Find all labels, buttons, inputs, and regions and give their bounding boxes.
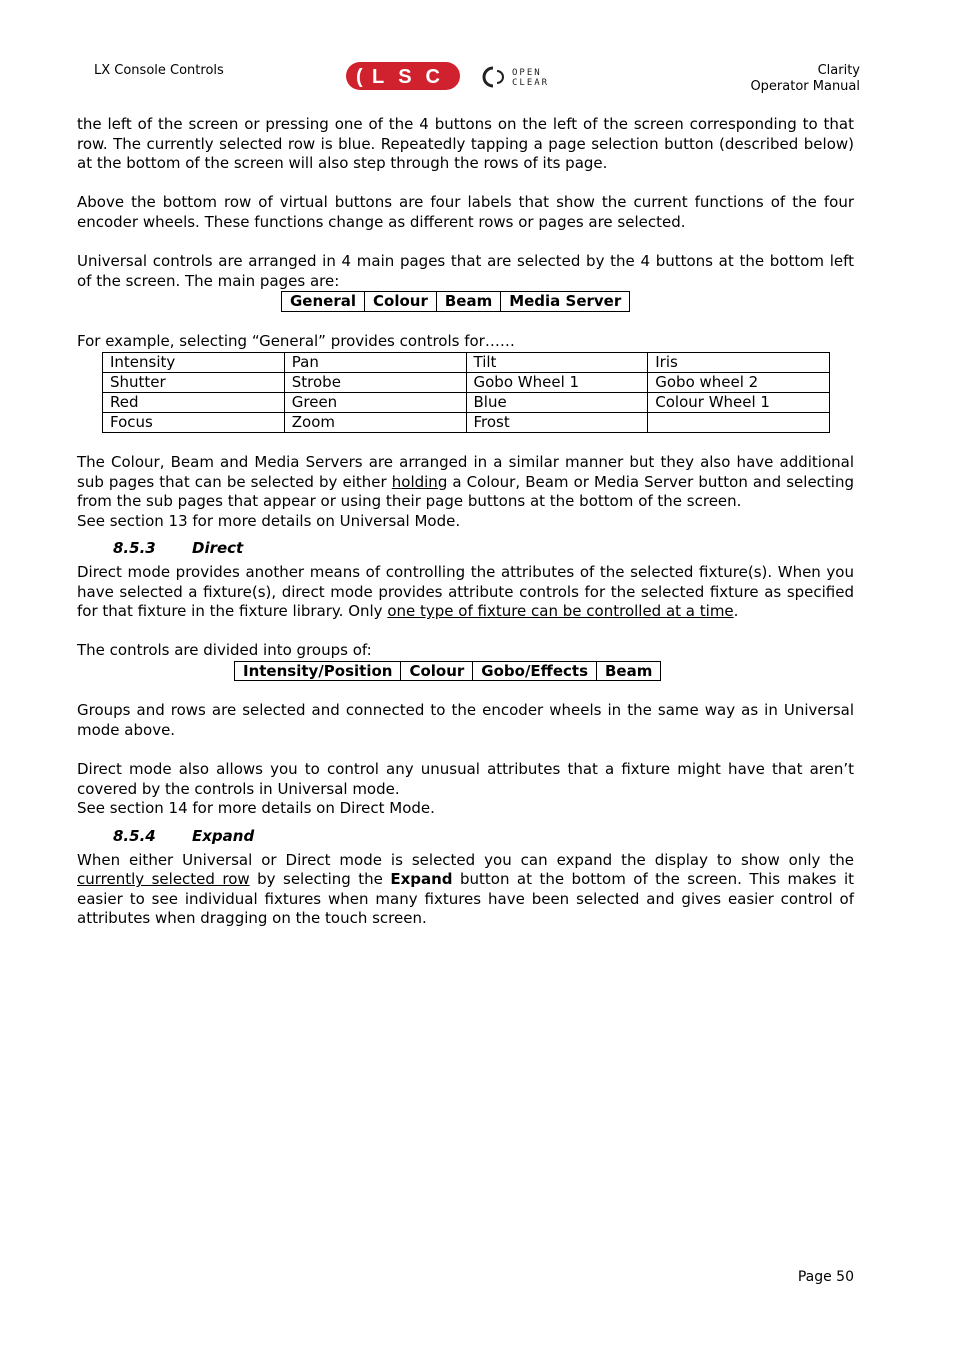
header-right-text <box>750 63 860 95</box>
table-cell: Shutter <box>103 372 285 392</box>
table-row <box>103 392 830 412</box>
general-controls-table <box>102 352 830 434</box>
main-page-cell: General <box>282 292 365 312</box>
svg-text:(: ( <box>356 66 363 88</box>
table-cell: Frost <box>466 413 648 433</box>
table-cell: Pan <box>284 352 466 372</box>
paragraph: Direct mode provides another means of controlling the attributes of the selected fixture(s). When you have selected a fixture(s), direct mode provides attribute controls for the selected fixture as specified for that fixture in the fixture library. Only one type of fixture can be controlled at a time. <box>77 562 854 621</box>
svg-text:CLEAR: CLEAR <box>512 78 550 88</box>
main-page-cell: Media Server <box>501 292 630 312</box>
main-pages-table <box>281 291 630 312</box>
paragraph: For example, selecting “General” provides controls for…… <box>77 331 515 350</box>
table-cell: Zoom <box>284 413 466 433</box>
paragraph: When either Universal or Direct mode is selected you can expand the display to show only the currently selected row by selecting the Expand button at the bottom of the screen. This makes it easier to see individual fixtures when many fixtures have been selected and gives easier control of attributes when dragging on the touch screen. <box>77 850 854 928</box>
table-cell: Red <box>103 392 285 412</box>
paragraph: Above the bottom row of virtual buttons are four labels that show the current functions of the four encoder wheels. These functions change as different rows or pages are selected. <box>77 193 854 231</box>
paragraph: Direct mode also allows you to control any unusual attributes that a fixture might have that aren’t covered by the controls in Universal mode. <box>77 760 854 798</box>
table-cell: Intensity <box>103 352 285 372</box>
header-manual: Operator Manual <box>750 79 860 94</box>
paragraph: The controls are divided into groups of: <box>77 641 372 660</box>
paragraph: See section 14 for more details on Direct Mode. <box>77 799 435 818</box>
svg-text:OPEN: OPEN <box>512 68 542 78</box>
direct-group-cell: Gobo/Effects <box>473 661 597 681</box>
document-body <box>77 115 854 929</box>
page-number: Page 50 <box>797 1269 854 1285</box>
table-row <box>103 372 830 392</box>
direct-group-cell: Colour <box>401 661 473 681</box>
header-left-text: LX Console Controls <box>94 63 224 78</box>
table-cell: Tilt <box>466 352 648 372</box>
lsc-logo-text: LSC <box>372 66 454 88</box>
table-row <box>103 413 830 433</box>
table-cell: Focus <box>103 413 285 433</box>
paragraph: The Colour, Beam and Media Servers are arranged in a similar manner but they also have additional sub pages that can be selected by either holding a Colour, Beam or Media Server button and selecting from the sub pages that appear or using their page buttons at the bottom of the screen. <box>77 452 854 511</box>
direct-group-cell: Intensity/Position <box>235 661 401 681</box>
section-heading-direct: 8.5.3 Direct <box>113 539 244 558</box>
table-cell: Blue <box>466 392 648 412</box>
section-heading-expand: 8.5.4 Expand <box>113 827 255 846</box>
table-cell: Gobo Wheel 1 <box>466 372 648 392</box>
direct-groups-table <box>234 661 661 682</box>
header-product: Clarity <box>817 63 860 78</box>
table-cell: Green <box>284 392 466 412</box>
table-row <box>103 352 830 372</box>
paragraph: Universal controls are arranged in 4 main pages that are selected by the 4 buttons at the bottom left of the screen. The main pages are: <box>77 252 854 290</box>
direct-group-cell: Beam <box>597 661 661 681</box>
lsc-logo <box>346 62 460 90</box>
table-cell: Gobo wheel 2 <box>648 372 830 392</box>
paragraph: Groups and rows are selected and connected to the encoder wheels in the same way as in Universal mode above. <box>77 701 854 740</box>
paragraph: See section 13 for more details on Universal Mode. <box>77 511 461 530</box>
main-page-cell: Colour <box>365 292 437 312</box>
table-cell: Iris <box>648 352 830 372</box>
paragraph: the left of the screen or pressing one of the 4 buttons on the left of the screen corresponding to that row. The currently selected row is blue. Repeatedly tapping a page selection button (described below) at the bottom of the screen will also step through the rows of its page. <box>77 115 854 173</box>
main-page-cell: Beam <box>436 292 500 312</box>
table-cell: Colour Wheel 1 <box>648 392 830 412</box>
table-cell <box>648 413 830 433</box>
table-cell: Strobe <box>284 372 466 392</box>
open-clear-logo <box>482 66 578 88</box>
